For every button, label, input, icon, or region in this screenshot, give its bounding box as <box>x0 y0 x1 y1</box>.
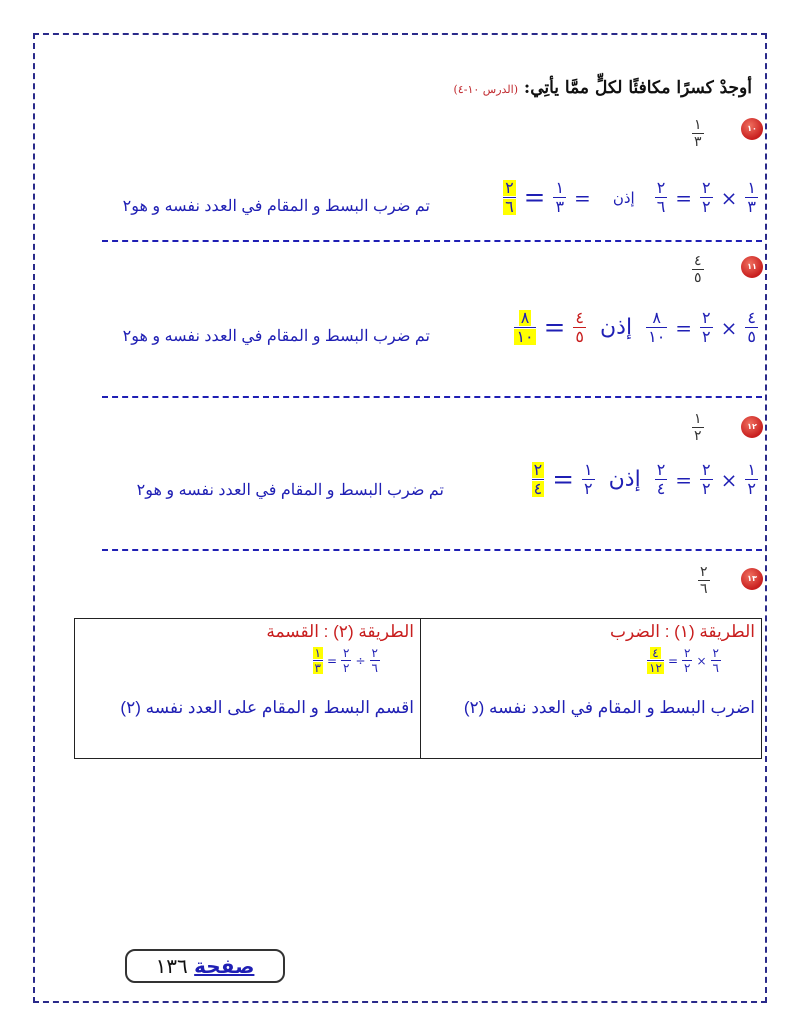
connector-word: إذن <box>600 315 633 340</box>
multiplication-method-cell <box>421 619 761 758</box>
problem-fraction: $\frac{١}{٣}$ <box>694 117 702 150</box>
multiplication-method-description: اضرب البسط و المقام في العدد نفسه (٢) <box>463 698 755 717</box>
separator-line <box>102 396 762 398</box>
answer-fraction: $\frac{٢}{٤}$ <box>533 460 543 498</box>
solution-equation: $\frac{٢}{٤}$ = $\frac{١}{٢}$ إذن $\frac{٢}{٤}$ = $\frac{٢}{٢}$ × $\frac{١}{٢}$ <box>533 460 756 498</box>
instruction-heading <box>454 78 752 98</box>
division-method-cell <box>75 619 421 758</box>
page-number-box <box>125 949 285 983</box>
multiplication-method-title: الطريقة (١) : الضرب <box>609 622 755 641</box>
solution-equation: $\frac{٢}{٦}$ = $\frac{١}{٣}$ = إذن $\frac{٢}{٦}$ = $\frac{٢}{٢}$ × $\frac{١}{٣}$ <box>505 178 756 216</box>
problem-fraction: $\frac{١}{٢}$ <box>694 411 702 444</box>
instruction-text: أوجدْ كسرًا مكافئًا لكلٍّ ممَّا يأتِي: <box>523 78 752 98</box>
multiplication-equation: $\frac{٤}{١٢}$ = $\frac{٢}{٢}$ × $\frac{٢}{٦}$ <box>649 646 719 675</box>
answer-fraction: $\frac{٨}{١٠}$ <box>516 308 534 346</box>
problem-fraction: $\frac{٢}{٦}$ <box>700 564 708 597</box>
explanation-text: تم ضرب البسط و المقام في العدد نفسه و هو٢ <box>122 198 430 215</box>
division-method-description: اقسم البسط و المقام على العدد نفسه (٢) <box>120 698 414 717</box>
explanation-text: تم ضرب البسط و المقام في العدد نفسه و هو٢ <box>136 482 444 499</box>
problem-number-badge: ١١ <box>741 256 763 278</box>
problem-number-badge: ١٢ <box>741 416 763 438</box>
problem-fraction: $\frac{٤}{٥}$ <box>694 253 702 286</box>
separator-line <box>102 240 762 242</box>
page-number: ١٣٦ <box>155 954 188 978</box>
solution-equation: $\frac{٨}{١٠}$ = $\frac{٤}{٥}$ إذن $\frac{٨}{١٠}$ = $\frac{٢}{٢}$ × $\frac{٤}{٥}$ <box>516 308 756 346</box>
division-equation: $\frac{١}{٣}$ = $\frac{٢}{٢}$ ÷ $\frac{٢}{٦}$ <box>314 646 378 675</box>
problem-number-badge: ١٠ <box>741 118 763 140</box>
separator-line <box>102 549 762 551</box>
answer-fraction: $\frac{٢}{٦}$ <box>505 178 514 216</box>
connector-word: إذن <box>608 467 641 492</box>
lesson-reference: (الدرس ١٠-٤) <box>453 83 518 96</box>
page-label: صفحة <box>194 954 255 978</box>
problem-number-badge: ١٣ <box>741 568 763 590</box>
connector-word: إذن <box>612 188 635 207</box>
division-method-title: الطريقة (٢) : القسمة <box>266 622 414 641</box>
methods-table <box>74 618 762 759</box>
explanation-text: تم ضرب البسط و المقام في العدد نفسه و هو٢ <box>122 328 430 345</box>
